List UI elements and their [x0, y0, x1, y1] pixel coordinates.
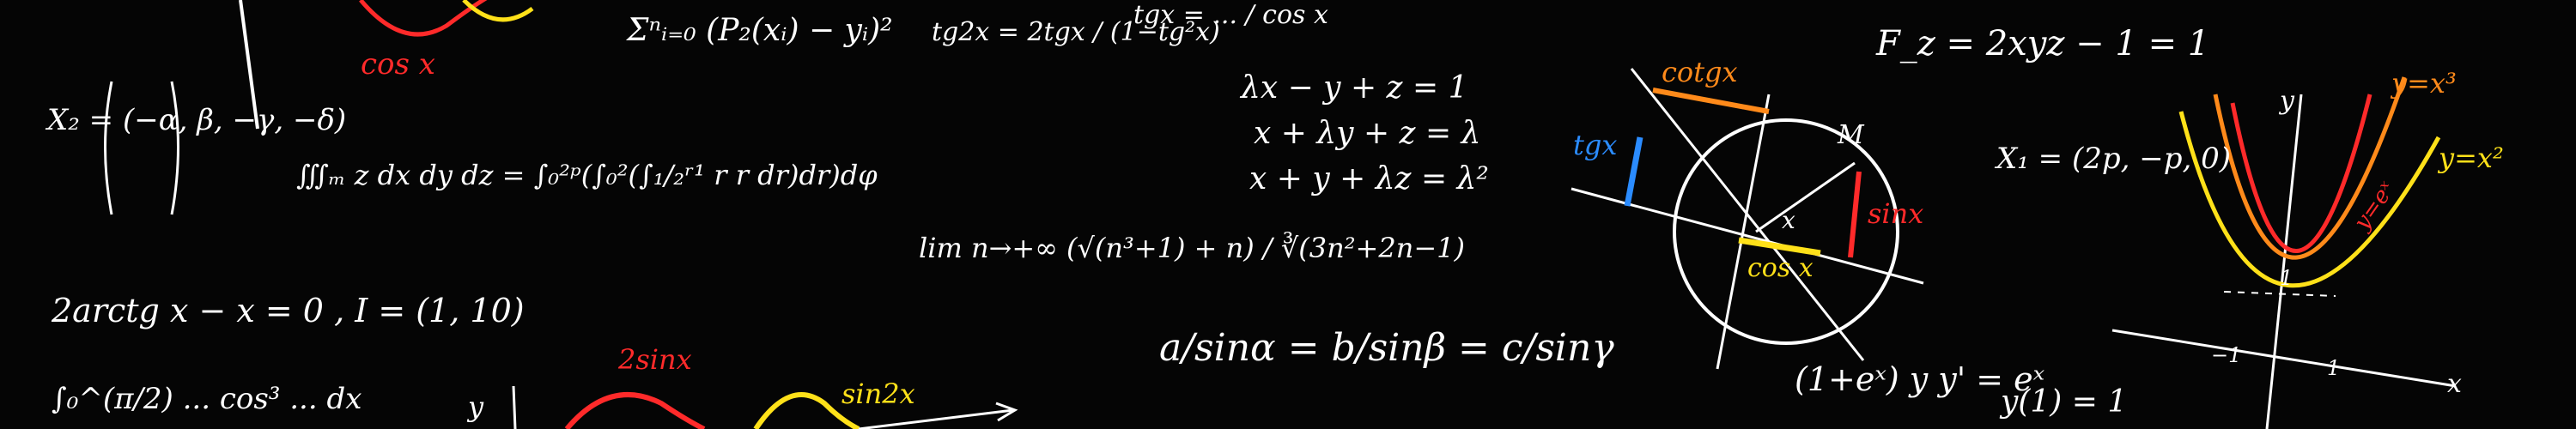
curve-y-ex [2233, 94, 2370, 251]
sinx-label: sinx [1868, 197, 1924, 230]
cos-label: cos x [361, 47, 435, 82]
sin-segment [1850, 172, 1859, 257]
graph-axis-x: x [2447, 369, 2462, 399]
tgx-label: tgx [1573, 129, 1618, 161]
two-sinx-curve [567, 395, 704, 429]
cos-segment [1739, 240, 1820, 253]
limit-formula: lim n→+∞ (√(n³+1) + n) / ∛(3n²+2n−1) [919, 232, 1465, 264]
system-line-1: λx − y + z = 1 [1241, 70, 1468, 106]
point-m-label: M [1838, 120, 1864, 150]
graph-y-axis [2267, 94, 2301, 429]
tgx-formula: tgx = ... / cos x [1133, 0, 1328, 30]
two-sinx-label: 2sinx [618, 343, 692, 376]
sine-rule: a/sinα = b/sinβ = c/sinγ [1159, 326, 1614, 370]
cosx-label: cos x [1747, 253, 1814, 283]
bracket-x2-left [106, 82, 112, 214]
differential-equation: (1+eˣ) y y' = eˣ [1795, 360, 2045, 398]
vector-x2: X₂ = (−α, β, −γ, −δ) [47, 103, 347, 137]
arctg-equation: 2arctg x − x = 0 , I = (1, 10) [52, 292, 525, 329]
sum-formula: Σⁿᵢ₌₀ (P₂(xᵢ) − yᵢ)² [627, 13, 893, 48]
y-ex-label: y=eˣ [2348, 177, 2401, 235]
triple-integral: ∭ₘ z dx dy dz = ∫₀²ᵖ(∫₀²(∫₁/₂ʳ¹ r r dr)dr)dφ [296, 159, 878, 191]
graph-tick-pos1: 1 [2327, 356, 2341, 380]
bracket-x2-right [172, 82, 179, 214]
tg2x-formula: tg2x = 2tgx / (1−tg²x) [932, 17, 1220, 47]
cotgx-label: cotgx [1662, 56, 1738, 88]
parabola-y-x2 [2181, 112, 2439, 286]
radius-to-M [1756, 163, 1855, 232]
fz-equation: F_z = 2xyz − 1 = 1 [1876, 24, 2210, 63]
tg-segment [1627, 137, 1640, 206]
sin2x-label: sin2x [841, 378, 915, 410]
graph-tick-neg1: −1 [2211, 343, 2242, 367]
graph-tick-up1: 1 [2280, 266, 2293, 290]
y-axis-arrow-bottom [513, 386, 515, 429]
y-x2-label: y=x² [2439, 142, 2504, 174]
cos-curve-red [361, 0, 498, 34]
integral-bottom: ∫₀^(π/2) ... cos³ ... dx [52, 382, 362, 416]
angle-x-label: x [1782, 206, 1795, 234]
y-x3-label: y=x³ [2391, 67, 2457, 100]
x1-vector: X₁ = (2p, −p, 0) [1996, 142, 2231, 176]
initial-condition: y(1) = 1 [2001, 384, 2128, 420]
y-axis-label-bottom: y [468, 390, 484, 423]
x-axis-arrow-bottom [859, 410, 1013, 429]
system-line-3: x + y + λz = λ² [1249, 161, 1489, 196]
cotg-segment [1653, 90, 1769, 112]
graph-x-axis [2112, 330, 2456, 386]
system-line-2: x + λy + z = λ [1254, 116, 1481, 151]
yellow-curve-top [464, 0, 532, 20]
graph-axis-y: y [2280, 86, 2294, 116]
